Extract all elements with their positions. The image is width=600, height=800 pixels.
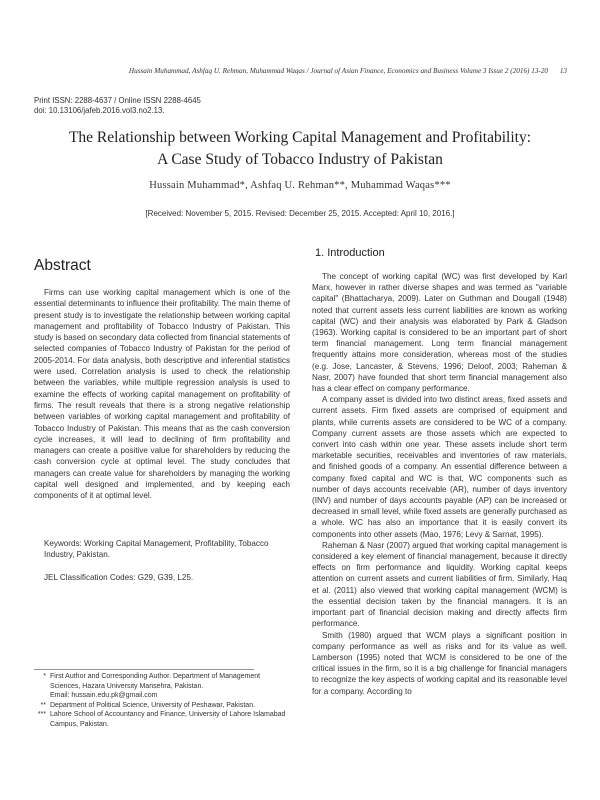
running-header-text: Hussain Muhammad, Ashfaq U. Rehman, Muhammad Waqas / Journal of Asian Finance, Economics and Business Volume 3 Issue 2 (2016) 13-20 — [128, 67, 549, 75]
footnote-text: Lahore School of Accountancy and Finance, University of Lahore Islamabad Campus, Pakistan. — [50, 711, 286, 728]
paper-title — [20, 127, 580, 171]
abstract-heading: Abstract — [34, 257, 91, 274]
footnote-email: Email: hussain.edu.pk@gmail.com — [50, 692, 158, 699]
footnote-mark — [34, 691, 50, 701]
issn-block — [34, 96, 201, 116]
abstract-body: Firms can use working capital management which is one of the essential determinants to influence their profitability. The main theme of present study is to investigate the relationship between working capital management and profitability of Tobacco Industry of Pakistan. This study is based on secondary data collected from financial statements of selected companies of Tobacco Industry of Pakistan for the period of 2005-2014. For data analysis, both descriptive and inferential statistics were used. Correlation analysis is used to check the relationship between the variables, while multiple regression analysis is used to examine the effects of working capital management on profitability of firms. The result reveals that there is a strong negative relationship between variables of working capital management and profitability of Tobacco Industry of Pakistan. This means that as the cash conversion cycle increases, it will lead to declining of firm profitability and managers can create a positive value for shareholders by reducing the cash conversion cycle at optimal level. The study concludes that managers can create value for shareholders by managing the working capital well designed and implemented, and by keeping each components of it at optimal level. — [34, 288, 290, 501]
footnote-mark: ** — [40, 701, 46, 709]
issn-line: Print ISSN: 2288-4637 / Online ISSN 2288-4645 — [34, 96, 201, 105]
footnote — [34, 691, 290, 701]
keywords-text: Working Capital Management, Profitability, Tobacco Industry, Pakistan. — [44, 539, 269, 560]
paragraph: A company asset is divided into two distinct areas, fixed assets and current assets. Firm fixed assets are comprised of equipment and plants, while currents assets are considered to be WC of a company. Company current assets are those assets which are expected to convert into cash within one year. These assets include short term marketable securities, receivables and inventories of raw materials, and finished goods of a company. An essential difference between a company fixed capital and WC is that, WC components such as number of days accounts receivable (AR), number of days inventory (INV) and number of days accounts payable (AP) can be increased or decreased in small level, while fixed assets are generally purchased as a whole. WC has also an importance that it is easily convert its components into other assets (Mao, 1976; Levy & Sarnat, 1995). — [312, 395, 567, 539]
paragraph: Raheman & Nasr (2007) argued that working capital management is considered a key element of financial management, because it directly effects on firm performance and liquidity. Working capital keeps attention on current assets and current liabilities of firm. Similarly, Haq et al. (2011) also viewed that working capital management (WCM) is the essential decision taken by the financial managers. It is an important part of financial decision making and directly affects firm performance. — [312, 540, 567, 629]
title-line-1: The Relationship between Working Capital Management and Profitability: — [68, 129, 532, 146]
footnote-mark: *** — [37, 711, 46, 718]
footnote — [34, 701, 290, 711]
footnote-divider — [34, 669, 254, 670]
footnotes — [34, 672, 290, 729]
running-header — [0, 67, 567, 75]
jel-codes — [44, 573, 193, 582]
footnote-mark: * — [43, 673, 46, 680]
introduction-heading: 1. Introduction — [315, 247, 385, 259]
title-line-2: A Case Study of Tobacco Industry of Pakistan — [157, 151, 443, 168]
received-dates: [Received: November 5, 2015. Revised: December 25, 2015. Accepted: April 10, 2016.] — [145, 209, 455, 218]
doi-line: doi: 10.13106/jafeb.2016.vol3.no2.13. — [34, 106, 165, 115]
footnote — [34, 710, 290, 729]
keywords-label: Keywords: — [44, 539, 82, 548]
jel-label: JEL Classification Codes: — [44, 573, 136, 582]
paragraph: Smith (1980) argued that WCM plays a significant position in company performance as well as risks and for its value as well. Lamberson (1995) noted that WCM is considered to be one of the critical issues in the firm, so it is a big challenge for financial managers to recognize the key aspects of working capital and its reasonable level for a company. According to — [312, 630, 567, 696]
jel-text: G29, G39, L25. — [137, 573, 194, 582]
authors: Hussain Muhammad*, Ashfaq U. Rehman**, Muhammad Waqas*** — [149, 180, 451, 191]
footnote-text: First Author and Corresponding Author. Department of Management Sciences, Hazara University Mansehra, Pakistan. — [50, 673, 261, 690]
footnote — [34, 672, 290, 691]
footnote-text: Department of Political Science, University of Peshawar, Pakistan. — [50, 701, 256, 709]
page-number: 13 — [559, 67, 567, 75]
keywords — [44, 538, 290, 561]
paragraph: The concept of working capital (WC) was first developed by Karl Marx, however in rather diverse shapes and was termed as "variable capital" (Bhattacharya, 2009). Later on Guthman and Dougall (1948) noted that current assets less current liabilities are known as working capital (WC) and their analysis was elaborated by Park & Gladson (1963). Working capital is considered to be an important part of short term financial management. Long term financial management frequently attains more consideration, whereas most of the studies (e.g. Jose, Lancaster, & Stevens, 1996; Deloof, 2003; Raheman & Nasr, 2007) have founded that short term financial management also has a clear effect on company performance. — [312, 272, 567, 394]
introduction-body — [312, 271, 567, 697]
